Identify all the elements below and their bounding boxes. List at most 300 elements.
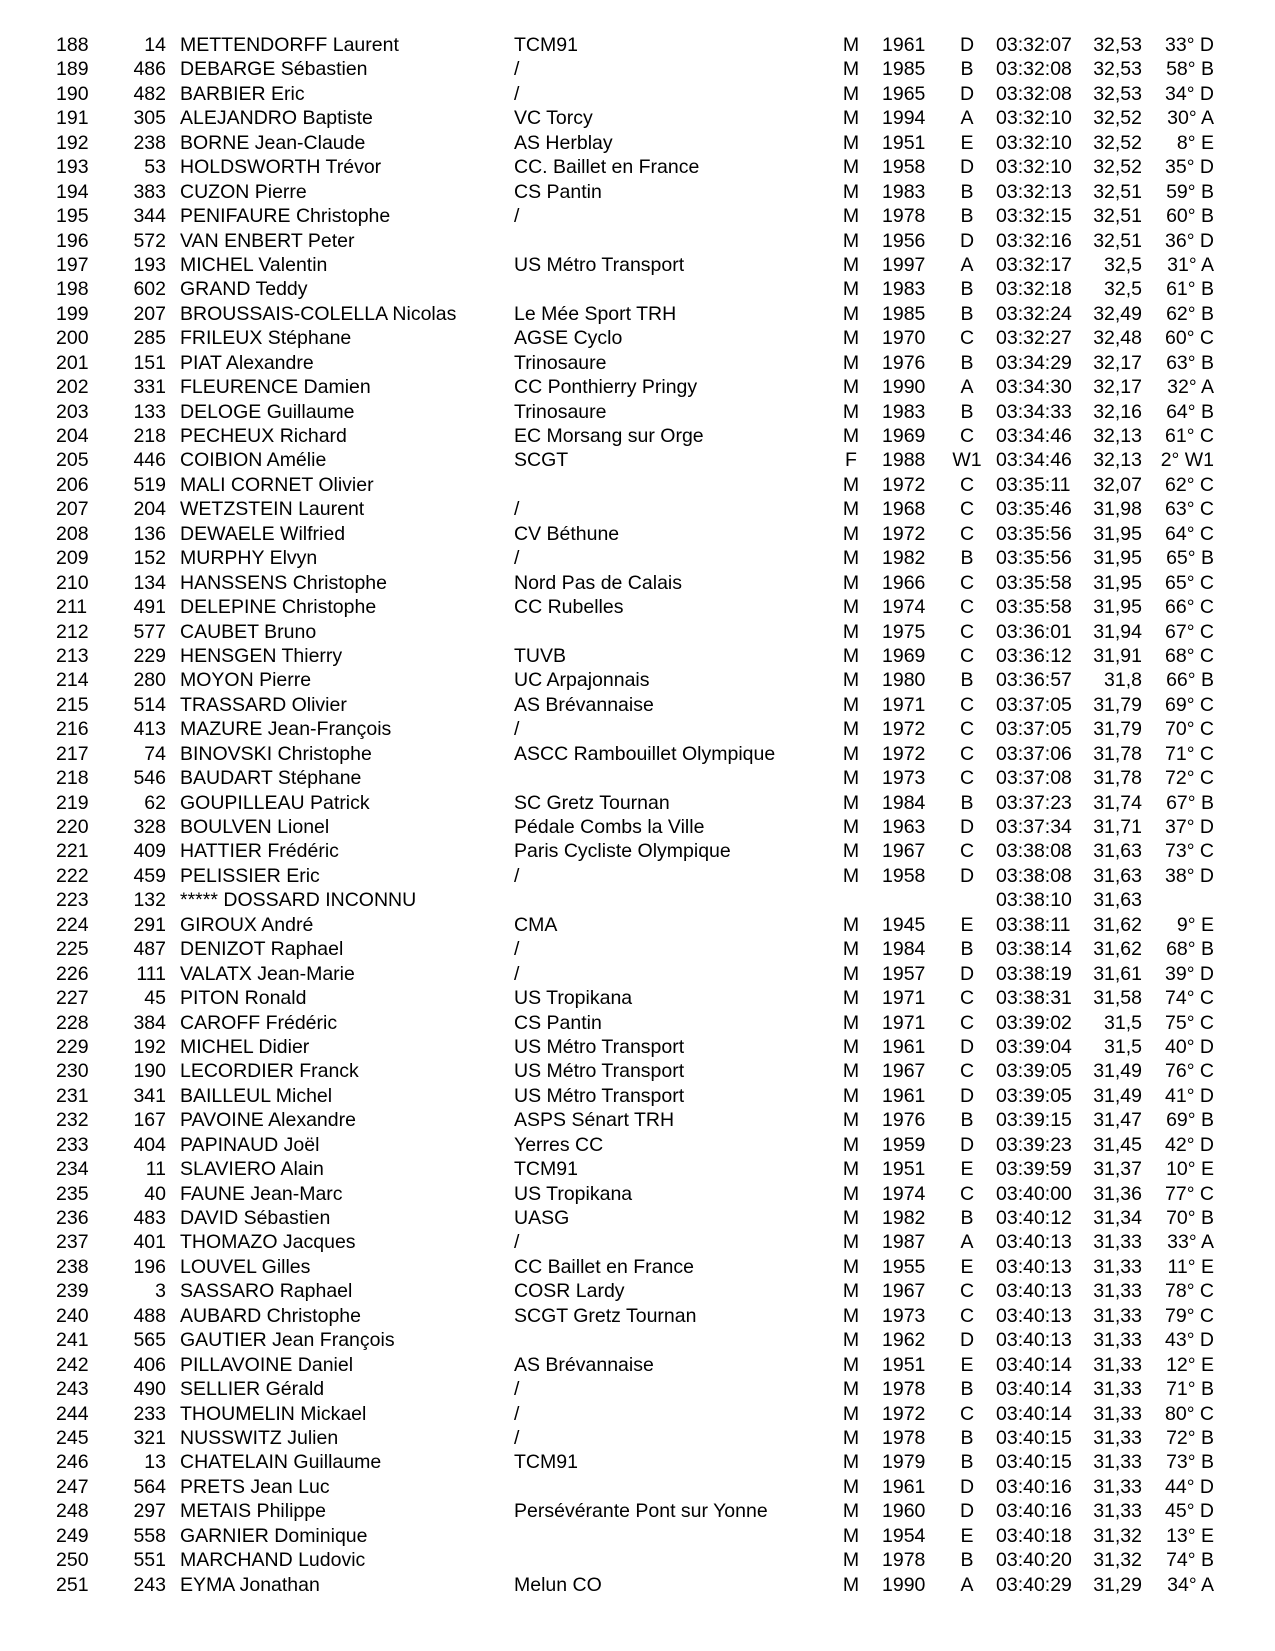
cat-cell: E — [960, 1353, 974, 1376]
result-row — [0, 522, 1275, 546]
sex-cell: M — [842, 498, 860, 521]
rank-cell: 190 — [56, 82, 89, 105]
sex-cell: M — [842, 34, 860, 56]
speed-cell: 31,63 — [1093, 864, 1142, 887]
year-cell: 1962 — [882, 1329, 926, 1352]
result-row — [0, 839, 1275, 863]
result-row — [0, 229, 1275, 253]
bib-cell: 45 — [144, 987, 166, 1010]
rank-cell: 234 — [56, 1158, 89, 1181]
sex-cell: M — [842, 351, 860, 374]
year-cell: 1967 — [882, 1280, 926, 1303]
bib-cell: 132 — [133, 889, 166, 912]
time-cell: 03:35:58 — [996, 596, 1072, 619]
rank-cell: 241 — [56, 1329, 89, 1352]
time-cell: 03:40:13 — [996, 1255, 1072, 1278]
cat-cell: E — [960, 913, 974, 936]
bib-cell: 238 — [133, 131, 166, 154]
year-cell: 1985 — [882, 302, 926, 325]
time-cell: 03:32:27 — [996, 327, 1072, 350]
time-cell: 03:40:15 — [996, 1451, 1072, 1474]
cat-cell: D — [959, 1035, 975, 1058]
name-cell: EYMA Jonathan — [180, 1573, 320, 1596]
sex-cell: M — [842, 1451, 860, 1474]
club-cell: / — [514, 938, 520, 961]
sex-cell: M — [842, 1231, 860, 1254]
speed-cell: 32,13 — [1093, 425, 1142, 447]
place-cell: 63° B — [1166, 351, 1214, 374]
result-row — [0, 1108, 1275, 1132]
speed-cell: 32,52 — [1093, 131, 1142, 154]
year-cell: 1972 — [882, 473, 926, 496]
club-cell: Pédale Combs la Ville — [514, 816, 705, 838]
club-cell: VC Torcy — [514, 107, 593, 130]
time-cell: 03:35:56 — [996, 547, 1072, 570]
name-cell: TRASSARD Olivier — [180, 693, 347, 716]
year-cell: 1945 — [882, 913, 926, 936]
speed-cell: 32,49 — [1093, 302, 1142, 325]
year-cell: 1969 — [882, 644, 926, 667]
sex-cell: M — [842, 278, 860, 301]
sex-cell: M — [842, 1035, 860, 1058]
sex-cell: F — [845, 449, 857, 472]
sex-cell: M — [842, 913, 860, 936]
time-cell: 03:40:16 — [996, 1500, 1072, 1523]
bib-cell: 383 — [133, 180, 166, 203]
result-row — [0, 497, 1275, 521]
result-row — [0, 986, 1275, 1010]
result-row — [0, 815, 1275, 839]
bib-cell: 291 — [133, 913, 166, 936]
club-cell: / — [514, 547, 520, 570]
cat-cell: C — [959, 425, 975, 447]
place-cell: 60° C — [1165, 327, 1214, 350]
cat-cell: C — [959, 571, 975, 594]
club-cell: CC Baillet en France — [514, 1255, 694, 1278]
time-cell: 03:32:16 — [996, 229, 1072, 252]
club-cell: CC. Baillet en France — [514, 156, 700, 179]
cat-cell: C — [959, 498, 975, 521]
place-cell: 37° D — [1165, 816, 1214, 838]
year-cell: 1958 — [882, 864, 926, 887]
place-cell: 73° B — [1166, 1451, 1214, 1474]
year-cell: 1957 — [882, 962, 926, 985]
club-cell: Trinosaure — [514, 400, 607, 423]
club-cell: TCM91 — [514, 1451, 578, 1474]
rank-cell: 208 — [56, 522, 89, 545]
bib-cell: 233 — [133, 1402, 166, 1425]
time-cell: 03:35:11 — [996, 473, 1071, 496]
bib-cell: 193 — [133, 253, 166, 276]
speed-cell: 31,33 — [1093, 1426, 1142, 1449]
speed-cell: 31,33 — [1093, 1451, 1142, 1474]
result-row — [0, 620, 1275, 644]
time-cell: 03:32:13 — [996, 180, 1072, 203]
place-cell: 71° C — [1165, 742, 1214, 765]
name-cell: FAUNE Jean-Marc — [180, 1182, 343, 1205]
sex-cell: M — [842, 1402, 860, 1425]
speed-cell: 31,63 — [1093, 889, 1142, 912]
club-cell: / — [514, 1402, 520, 1425]
bib-cell: 564 — [133, 1475, 166, 1498]
rank-cell: 227 — [56, 987, 89, 1010]
time-cell: 03:35:46 — [996, 498, 1072, 521]
place-cell: 34° D — [1165, 82, 1214, 105]
speed-cell: 31,33 — [1093, 1329, 1142, 1352]
name-cell: DEBARGE Sébastien — [180, 58, 368, 81]
sex-cell: M — [842, 1500, 860, 1523]
speed-cell: 32,51 — [1093, 205, 1142, 228]
club-cell: CMA — [514, 913, 558, 936]
place-cell: 60° B — [1166, 205, 1214, 228]
place-cell: 65° B — [1166, 547, 1214, 570]
time-cell: 03:40:14 — [996, 1378, 1072, 1401]
time-cell: 03:38:08 — [996, 840, 1072, 863]
place-cell: 63° C — [1165, 498, 1214, 521]
name-cell: HANSSENS Christophe — [180, 571, 387, 594]
club-cell: CV Béthune — [514, 522, 620, 545]
year-cell: 1966 — [882, 571, 926, 594]
speed-cell: 32,51 — [1093, 229, 1142, 252]
bib-cell: 218 — [133, 425, 166, 447]
rank-cell: 191 — [56, 107, 89, 130]
name-cell: PRETS Jean Luc — [180, 1475, 330, 1498]
club-cell: AS Brévannaise — [514, 1353, 654, 1376]
year-cell: 1955 — [882, 1255, 926, 1278]
place-cell: 75° C — [1165, 1011, 1214, 1034]
cat-cell: A — [960, 253, 974, 276]
club-cell: US Métro Transport — [514, 1060, 685, 1083]
bib-cell: 328 — [133, 816, 166, 838]
cat-cell: D — [959, 34, 975, 56]
cat-cell: D — [959, 816, 975, 838]
result-row — [0, 1182, 1275, 1206]
place-cell: 58° B — [1166, 58, 1214, 81]
club-cell: AS Herblay — [514, 131, 613, 154]
cat-cell: B — [960, 669, 974, 692]
result-row — [0, 1499, 1275, 1523]
time-cell: 03:36:01 — [996, 620, 1072, 643]
cat-cell: A — [960, 376, 974, 399]
rank-cell: 235 — [56, 1182, 89, 1205]
bib-cell: 204 — [133, 498, 166, 521]
bib-cell: 602 — [133, 278, 166, 301]
club-cell: Le Mée Sport TRH — [514, 302, 677, 325]
bib-cell: 486 — [133, 58, 166, 81]
rank-cell: 236 — [56, 1207, 89, 1229]
year-cell: 1972 — [882, 742, 926, 765]
time-cell: 03:37:06 — [996, 742, 1072, 765]
speed-cell: 31,74 — [1093, 791, 1142, 814]
place-cell: 72° C — [1165, 767, 1214, 790]
cat-cell: W1 — [952, 449, 982, 472]
club-cell: UASG — [514, 1207, 570, 1229]
speed-cell: 32,16 — [1093, 400, 1142, 423]
club-cell: Yerres CC — [514, 1133, 604, 1156]
time-cell: 03:34:46 — [996, 425, 1072, 447]
cat-cell: D — [959, 1084, 975, 1107]
time-cell: 03:40:20 — [996, 1549, 1072, 1572]
place-cell: 8° E — [1176, 131, 1214, 154]
time-cell: 03:38:31 — [996, 987, 1072, 1010]
rank-cell: 196 — [56, 229, 89, 252]
bib-cell: 482 — [133, 82, 166, 105]
name-cell: DELOGE Guillaume — [180, 400, 355, 423]
club-cell: UC Arpajonnais — [514, 669, 650, 692]
club-cell: / — [514, 962, 520, 985]
speed-cell: 32,52 — [1093, 107, 1142, 130]
bib-cell: 14 — [144, 34, 166, 56]
result-row — [0, 180, 1275, 204]
bib-cell: 53 — [144, 156, 166, 179]
result-row — [0, 1548, 1275, 1572]
place-cell: 61° B — [1166, 278, 1214, 301]
rank-cell: 231 — [56, 1084, 89, 1107]
rank-cell: 205 — [56, 449, 89, 472]
year-cell: 1984 — [882, 938, 926, 961]
year-cell: 1980 — [882, 669, 926, 692]
speed-cell: 32,5 — [1104, 253, 1142, 276]
name-cell: CAUBET Bruno — [180, 620, 317, 643]
speed-cell: 31,33 — [1093, 1475, 1142, 1498]
year-cell: 1969 — [882, 425, 926, 447]
rank-cell: 222 — [56, 864, 89, 887]
time-cell: 03:32:10 — [996, 131, 1072, 154]
place-cell: 65° C — [1165, 571, 1214, 594]
name-cell: HOLDSWORTH Trévor — [180, 156, 382, 179]
name-cell: MAZURE Jean-François — [180, 718, 392, 741]
name-cell: VALATX Jean-Marie — [180, 962, 355, 985]
place-cell: 76° C — [1165, 1060, 1214, 1083]
time-cell: 03:40:15 — [996, 1426, 1072, 1449]
place-cell: 13° E — [1166, 1524, 1214, 1547]
result-row — [0, 644, 1275, 668]
year-cell: 1990 — [882, 376, 926, 399]
name-cell: PELISSIER Eric — [180, 864, 320, 887]
place-cell: 80° C — [1165, 1402, 1214, 1425]
sex-cell: M — [842, 1011, 860, 1034]
place-cell: 40° D — [1165, 1035, 1214, 1058]
bib-cell: 413 — [133, 718, 166, 741]
rank-cell: 216 — [56, 718, 89, 741]
bib-cell: 572 — [133, 229, 166, 252]
name-cell: METAIS Philippe — [180, 1500, 326, 1523]
result-row — [0, 204, 1275, 228]
speed-cell: 31,37 — [1093, 1158, 1142, 1181]
cat-cell: D — [959, 1329, 975, 1352]
result-row — [0, 888, 1275, 912]
cat-cell: D — [959, 1500, 975, 1523]
club-cell: CC Ponthierry Pringy — [514, 376, 698, 399]
sex-cell: M — [842, 425, 860, 447]
bib-cell: 341 — [133, 1084, 166, 1107]
sex-cell: M — [842, 1378, 860, 1401]
place-cell: 64° B — [1166, 400, 1214, 423]
place-cell: 66° B — [1166, 669, 1214, 692]
sex-cell: M — [842, 1524, 860, 1547]
name-cell: METTENDORFF Laurent — [180, 34, 399, 56]
place-cell: 69° C — [1165, 693, 1214, 716]
name-cell: BAUDART Stéphane — [180, 767, 362, 790]
time-cell: 03:32:24 — [996, 302, 1072, 325]
result-row — [0, 1206, 1275, 1230]
sex-cell: M — [842, 1158, 860, 1181]
rank-cell: 217 — [56, 742, 89, 765]
place-cell: 77° C — [1165, 1182, 1214, 1205]
rank-cell: 202 — [56, 376, 89, 399]
rank-cell: 247 — [56, 1475, 89, 1498]
club-cell: CS Pantin — [514, 1011, 602, 1034]
time-cell: 03:32:17 — [996, 253, 1072, 276]
year-cell: 1985 — [882, 58, 926, 81]
place-cell: 74° B — [1166, 1549, 1214, 1572]
year-cell: 1971 — [882, 1011, 926, 1034]
club-cell: / — [514, 864, 520, 887]
year-cell: 1990 — [882, 1573, 926, 1596]
club-cell: US Métro Transport — [514, 1084, 685, 1107]
rank-cell: 199 — [56, 302, 89, 325]
speed-cell: 31,49 — [1093, 1060, 1142, 1083]
year-cell: 1951 — [882, 1158, 926, 1181]
name-cell: BARBIER Eric — [180, 82, 305, 105]
cat-cell: C — [959, 718, 975, 741]
club-cell: Persévérante Pont sur Yonne — [514, 1500, 768, 1523]
result-row — [0, 400, 1275, 424]
bib-cell: 196 — [133, 1255, 166, 1278]
year-cell: 1960 — [882, 1500, 926, 1523]
rank-cell: 203 — [56, 400, 89, 423]
cat-cell: C — [959, 644, 975, 667]
time-cell: 03:38:14 — [996, 938, 1072, 961]
place-cell: 79° C — [1165, 1304, 1214, 1327]
rank-cell: 229 — [56, 1035, 89, 1058]
rank-cell: 223 — [56, 889, 89, 912]
time-cell: 03:39:59 — [996, 1158, 1072, 1181]
name-cell: AUBARD Christophe — [180, 1304, 361, 1327]
name-cell: BORNE Jean-Claude — [180, 131, 366, 154]
place-cell: 2° W1 — [1160, 449, 1214, 472]
name-cell: PITON Ronald — [180, 987, 307, 1010]
result-row — [0, 57, 1275, 81]
rank-cell: 204 — [56, 425, 89, 447]
name-cell: HATTIER Frédéric — [180, 840, 339, 863]
sex-cell: M — [842, 1255, 860, 1278]
speed-cell: 31,5 — [1104, 1011, 1142, 1034]
rank-cell: 192 — [56, 131, 89, 154]
sex-cell: M — [842, 1475, 860, 1498]
bib-cell: 488 — [133, 1304, 166, 1327]
speed-cell: 31,95 — [1093, 522, 1142, 545]
speed-cell: 31,32 — [1093, 1524, 1142, 1547]
result-row — [0, 937, 1275, 961]
place-cell: 11° E — [1167, 1255, 1214, 1278]
result-row — [0, 253, 1275, 277]
cat-cell: C — [959, 1011, 975, 1034]
rank-cell: 240 — [56, 1304, 89, 1327]
speed-cell: 31,95 — [1093, 571, 1142, 594]
result-row — [0, 424, 1275, 448]
club-cell: CC Rubelles — [514, 596, 624, 619]
time-cell: 03:37:08 — [996, 767, 1072, 790]
sex-cell: M — [842, 1060, 860, 1083]
year-cell: 1967 — [882, 840, 926, 863]
speed-cell: 31,78 — [1093, 767, 1142, 790]
place-cell: 9° E — [1176, 913, 1214, 936]
speed-cell: 31,79 — [1093, 693, 1142, 716]
cat-cell: C — [959, 620, 975, 643]
sex-cell: M — [842, 376, 860, 399]
result-row — [0, 864, 1275, 888]
time-cell: 03:40:13 — [996, 1280, 1072, 1303]
name-cell: PECHEUX Richard — [180, 425, 347, 447]
sex-cell: M — [842, 180, 860, 203]
cat-cell: C — [959, 473, 975, 496]
cat-cell: B — [960, 1378, 974, 1401]
place-cell: 59° B — [1166, 180, 1214, 203]
sex-cell: M — [842, 938, 860, 961]
name-cell: CUZON Pierre — [180, 180, 307, 203]
result-row — [0, 571, 1275, 595]
bib-cell: 384 — [133, 1011, 166, 1034]
year-cell: 1971 — [882, 987, 926, 1010]
sex-cell: M — [842, 302, 860, 325]
name-cell: FLEURENCE Damien — [180, 376, 371, 399]
sex-cell: M — [842, 1426, 860, 1449]
name-cell: MICHEL Didier — [180, 1035, 310, 1058]
result-row — [0, 1084, 1275, 1108]
sex-cell: M — [842, 1549, 860, 1572]
place-cell: 33° A — [1167, 1231, 1214, 1254]
year-cell: 1961 — [882, 1084, 926, 1107]
year-cell: 1978 — [882, 1426, 926, 1449]
bib-cell: 321 — [133, 1426, 166, 1449]
rank-cell: 219 — [56, 791, 89, 814]
cat-cell: D — [959, 1475, 975, 1498]
rank-cell: 246 — [56, 1451, 89, 1474]
rank-cell: 213 — [56, 644, 89, 667]
cat-cell: B — [960, 278, 974, 301]
cat-cell: E — [960, 131, 974, 154]
year-cell: 1982 — [882, 547, 926, 570]
place-cell: 12° E — [1166, 1353, 1214, 1376]
cat-cell: B — [960, 351, 974, 374]
bib-cell: 305 — [133, 107, 166, 130]
sex-cell: M — [842, 791, 860, 814]
rank-cell: 200 — [56, 327, 89, 350]
cat-cell: C — [959, 1060, 975, 1083]
sex-cell: M — [842, 669, 860, 692]
sex-cell: M — [842, 1280, 860, 1303]
time-cell: 03:39:04 — [996, 1035, 1072, 1058]
cat-cell: A — [960, 1573, 974, 1596]
place-cell: 74° C — [1165, 987, 1214, 1010]
place-cell: 41° D — [1165, 1084, 1214, 1107]
place-cell: 30° A — [1167, 107, 1214, 130]
speed-cell: 32,17 — [1093, 351, 1142, 374]
speed-cell: 31,78 — [1093, 742, 1142, 765]
cat-cell: A — [960, 1231, 974, 1254]
club-cell: Melun CO — [514, 1573, 602, 1596]
rank-cell: 225 — [56, 938, 89, 961]
time-cell: 03:40:13 — [996, 1304, 1072, 1327]
speed-cell: 31,36 — [1093, 1182, 1142, 1205]
result-row — [0, 1279, 1275, 1303]
speed-cell: 32,5 — [1104, 278, 1142, 301]
year-cell: 1970 — [882, 327, 926, 350]
year-cell: 1987 — [882, 1231, 926, 1254]
sex-cell: M — [842, 816, 860, 838]
speed-cell: 31,33 — [1093, 1280, 1142, 1303]
